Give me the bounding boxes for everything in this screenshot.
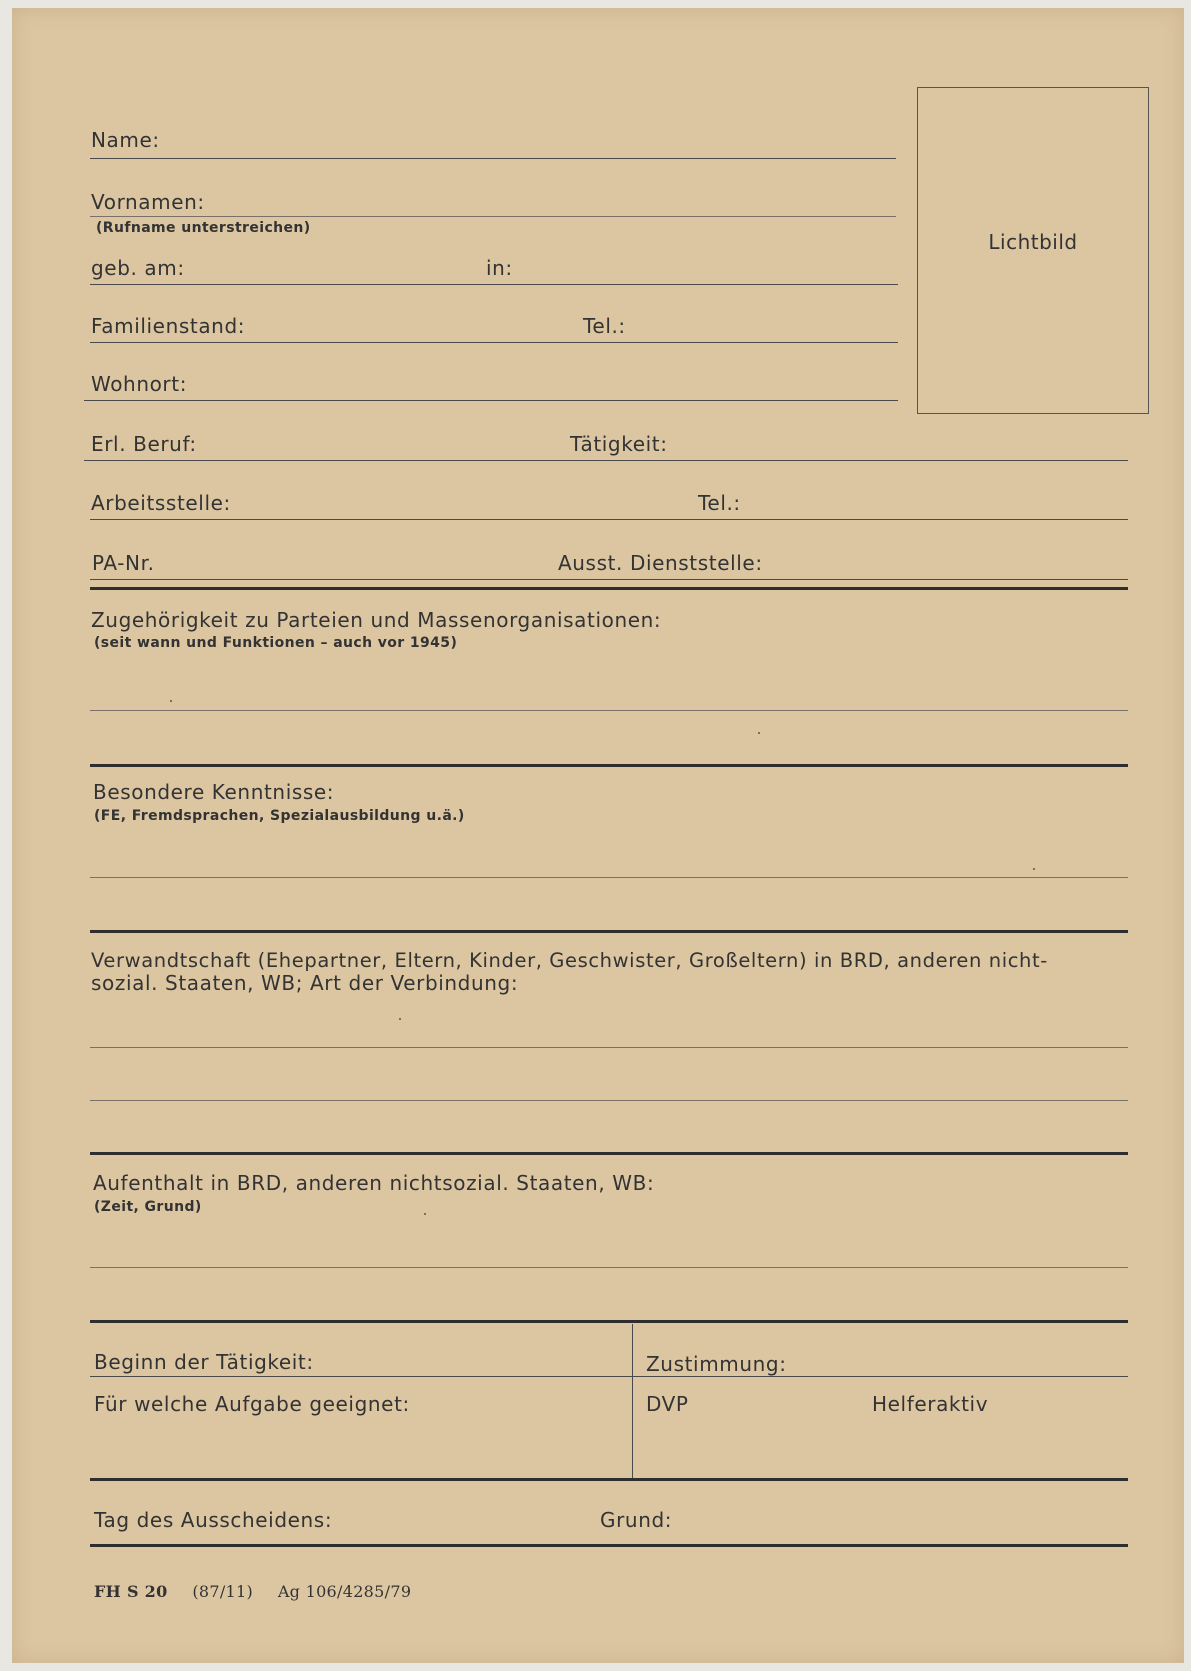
- beruf-line: [84, 460, 1128, 461]
- aufenthalt-label: Aufenthalt in BRD, anderen nichtsozial. Staaten, WB:: [93, 1171, 655, 1195]
- ausscheiden-label: Tag des Ausscheidens:: [94, 1508, 333, 1532]
- parteien-line-1: [90, 710, 1128, 711]
- verwandtschaft-line-2: [90, 1100, 1128, 1101]
- paper-speck: [424, 1213, 426, 1215]
- pa-nr-label: PA-Nr.: [92, 551, 155, 575]
- erl-beruf-label: Erl. Beruf:: [91, 432, 197, 456]
- arbeitsstelle-line: [90, 519, 1128, 520]
- form-card: [12, 8, 1184, 1663]
- vornamen-label: Vornamen:: [91, 190, 205, 214]
- paper-speck: [170, 700, 172, 702]
- kenntnisse-hint: (FE, Fremdsprachen, Spezialausbildung u.ä.): [94, 808, 465, 824]
- form-footer: [94, 1582, 411, 1601]
- wohnort-line: [84, 400, 898, 401]
- familienstand-line: [90, 342, 898, 343]
- parteien-label: Zugehörigkeit zu Parteien und Massenorganisationen:: [91, 608, 662, 632]
- print-reference: Ag 106/4285/79: [277, 1582, 412, 1601]
- geb-line: [90, 284, 898, 285]
- beginn-line: [90, 1376, 1128, 1377]
- tel-label-1: Tel.:: [583, 314, 626, 338]
- paper-speck: [1033, 868, 1035, 870]
- familienstand-label: Familienstand:: [91, 314, 246, 338]
- zustimmung-label: Zustimmung:: [646, 1352, 787, 1376]
- geb-am-label: geb. am:: [91, 256, 185, 280]
- beginn-label: Beginn der Tätigkeit:: [94, 1350, 314, 1374]
- form-code: FH S 20: [94, 1582, 168, 1601]
- helferaktiv-label: Helferaktiv: [872, 1392, 989, 1416]
- tel-label-2: Tel.:: [698, 491, 741, 515]
- section-rule-7: [90, 1544, 1128, 1547]
- aufgabe-label: Für welche Aufgabe geeignet:: [94, 1392, 410, 1416]
- grund-label: Grund:: [600, 1508, 673, 1532]
- aufenthalt-hint: (Zeit, Grund): [94, 1199, 202, 1215]
- wohnort-label: Wohnort:: [91, 372, 188, 396]
- dvp-label: DVP: [646, 1392, 689, 1416]
- verwandtschaft-label-line1: Verwandtschaft (Ehepartner, Eltern, Kinder, Geschwister, Großeltern) in BRD, anderen nicht-: [91, 949, 1048, 972]
- taetigkeit-label: Tätigkeit:: [570, 432, 668, 456]
- photo-label: Lichtbild: [988, 230, 1078, 254]
- ausst-dienststelle-label: Ausst. Dienststelle:: [558, 551, 763, 575]
- pa-line: [90, 579, 1128, 580]
- section-rule-1: [90, 587, 1128, 590]
- aufenthalt-line-1: [90, 1267, 1128, 1268]
- parteien-hint: (seit wann und Funktionen – auch vor 1945): [94, 635, 458, 651]
- section-rule-2: [90, 764, 1128, 767]
- geburtsort-label: in:: [486, 256, 513, 280]
- vornamen-line: [90, 216, 896, 217]
- verwandtschaft-line-1: [90, 1047, 1128, 1048]
- section-rule-6: [90, 1478, 1128, 1481]
- column-divider: [632, 1324, 633, 1478]
- kenntnisse-label: Besondere Kenntnisse:: [93, 780, 335, 804]
- arbeitsstelle-label: Arbeitsstelle:: [91, 491, 231, 515]
- paper-speck: [758, 732, 760, 734]
- section-rule-3: [90, 930, 1128, 933]
- paper-speck: [399, 1018, 401, 1020]
- section-rule-4: [90, 1152, 1128, 1155]
- form-edition: (87/11): [192, 1582, 254, 1601]
- vornamen-hint: (Rufname unterstreichen): [96, 220, 311, 236]
- section-rule-5: [90, 1320, 1128, 1323]
- name-line: [90, 158, 896, 159]
- name-label: Name:: [91, 128, 160, 152]
- verwandtschaft-label-line2: sozial. Staaten, WB; Art der Verbindung:: [91, 971, 519, 995]
- kenntnisse-line-1: [90, 877, 1128, 878]
- photo-box: [917, 87, 1149, 414]
